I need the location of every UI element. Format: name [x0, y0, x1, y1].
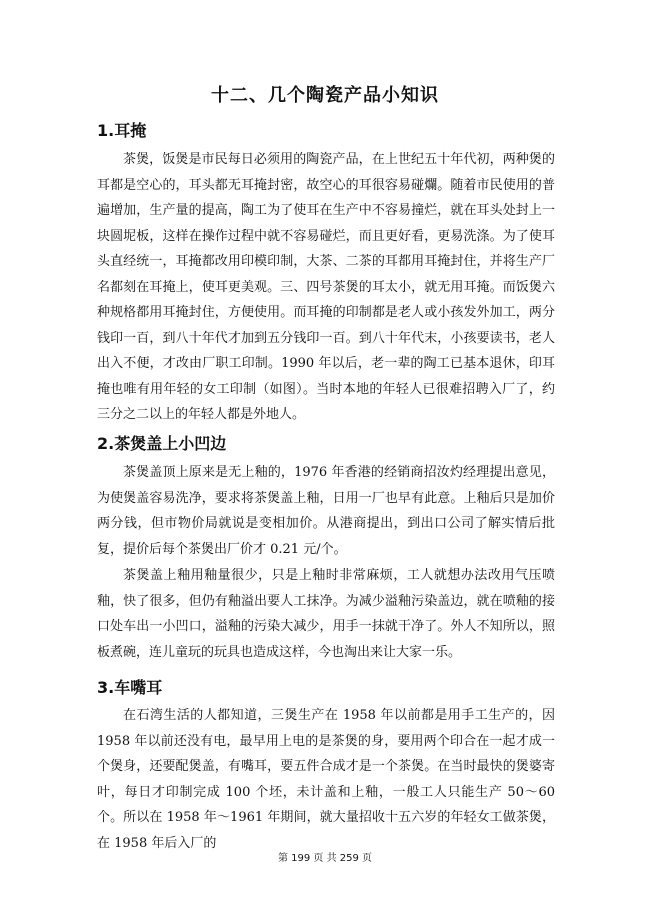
- paragraph-lid-notch-2: 茶煲盖上釉用釉量很少，只是上釉时非常麻烦，工人就想办法改用气压喷釉，快了很多，但仍有釉溢出要人工抹净。为减少溢釉污染盖边，就在喷釉的接口处车出一小凹口，溢釉的污染大减少，用手一抹就干净了。外人不知所以，照板煮碗，连儿童玩的玩具也造成这样，今也淘出来让大家一乐。: [97, 568, 555, 660]
- section-heading-spout-handle: 3.车嘴耳: [97, 678, 163, 697]
- page-title: 十二、几个陶瓷产品小知识: [211, 85, 439, 106]
- paragraph-spout-handle: 在石湾生活的人都知道，三煲生产在 1958 年以前都是用手工生产的，因 1958 年以前还没有电，最早用上电的是茶煲的身，要用两个印合在一起才成一个煲身，还要配煲盖，有嘴耳，要五件合成才是一个茶煲。在当时最快的煲婆寄叶，每日才印制完成 100 个坯，未计盖和上釉，一般工人只能生产 50～60 个。所以在 1958 年～1961 年期间，就大量招收十五六岁的年轻女工做茶煲，在 1958 年后入厂的: [97, 708, 555, 851]
- section-heading-lid-notch: 2.茶煲盖上小凹边: [97, 434, 227, 453]
- page-footer: 第 199 页 共 259 页: [277, 853, 373, 864]
- paragraph-ear-cover: 茶煲，饭煲是市民每日必须用的陶瓷产品，在上世纪五十年代初，两种煲的耳都是空心的，耳头都无耳掩封密，故空心的耳很容易碰爛。随着市民使用的普遍增加，生产量的提高，陶工为了使耳在生产中不容易撞烂，就在耳头处封上一块圆坭板，这样在操作过程中就不容易碰烂，而且更好看，更易洗涤。为了使耳头直经统一，耳掩都改用印模印制，大茶、二茶的耳都用耳掩封住，并将生产厂名都刻在耳掩上，使耳更美观。三、四号茶煲的耳太小，就无用耳掩。而饭煲六种规格都用耳掩封住，方便使用。而耳掩的印制都是老人或小孩发外加工，两分钱印一百，到八十年代才加到五分钱印一百。到八十年代末，小孩要读书，老人出入不便，才改由厂职工印制。1990 年以后，老一辈的陶工已基本退休，印耳掩也唯有用年轻的女工印制（如图）。当时本地的年轻人已很难招聘入厂了，约三分之二以上的年轻人都是外地人。: [97, 152, 555, 422]
- paragraph-lid-notch-1: 茶煲盖顶上原来是无上釉的，1976 年香港的经销商招汝灼经理提出意见，为使煲盖容易洗净，要求将茶煲盖上釉，日用一厂也早有此意。上釉后只是加价两分钱，但市物价局就说是变相加价。从港商提出，到出口公司了解实情后批复，提价后每个茶煲出厂价才 0.21 元/个。: [97, 465, 555, 557]
- section-heading-ear-cover: 1.耳掩: [97, 121, 147, 140]
